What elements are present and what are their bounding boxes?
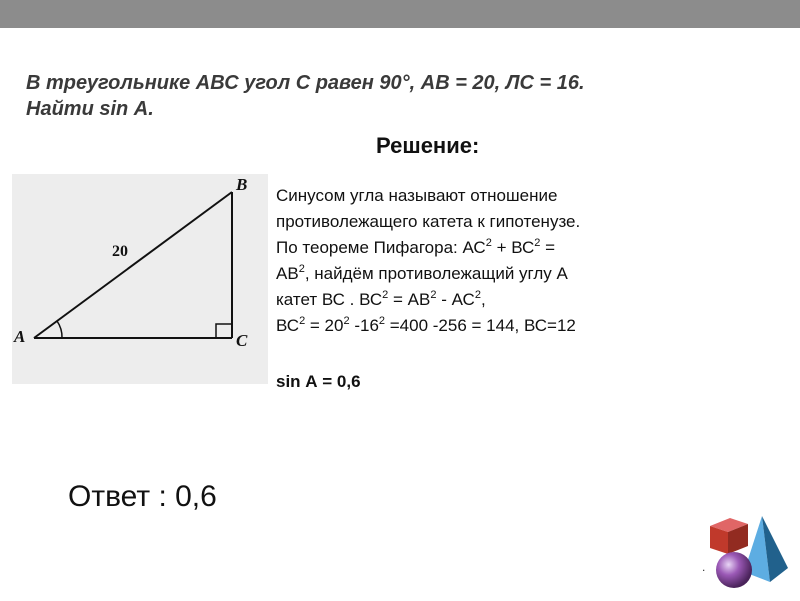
text-span: По теореме Пифагора: АС bbox=[276, 238, 486, 257]
solution-line-1: Синусом угла называют отношение bbox=[276, 186, 558, 205]
triangle-figure bbox=[12, 174, 268, 384]
exponent: 2 bbox=[343, 315, 350, 327]
text-span: катет ВС . ВС bbox=[276, 290, 383, 309]
text-span: =400 -256 = 144, ВС=12 bbox=[385, 316, 576, 335]
geometric-shapes-decoration bbox=[700, 512, 792, 596]
problem-line-2: Найти sin А. bbox=[26, 98, 154, 120]
problem-line-1: В треугольнике АВС угол С равен 90°, АВ = 20, ЛС = 16. bbox=[26, 72, 585, 94]
side-ab bbox=[34, 192, 232, 338]
solution-line-6 bbox=[276, 313, 676, 339]
text-span: , найдём противолежащий углу А bbox=[304, 264, 568, 283]
exponent: 2 bbox=[382, 289, 389, 301]
exponent: 2 bbox=[430, 289, 437, 301]
vertex-c-label: C bbox=[236, 331, 248, 350]
right-angle-mark bbox=[216, 324, 232, 338]
shapes-illustration bbox=[700, 512, 792, 596]
vertex-b-label: B bbox=[236, 175, 248, 194]
exponent: 2 bbox=[534, 237, 541, 249]
exponent: 2 bbox=[474, 289, 481, 301]
solution-line-3 bbox=[276, 235, 676, 261]
exponent: 2 bbox=[378, 315, 386, 327]
text-span: -16 bbox=[349, 316, 379, 335]
text-span: - АС bbox=[436, 290, 475, 309]
top-bar bbox=[0, 0, 800, 28]
exponent: 2 bbox=[485, 237, 492, 249]
exponent: 2 bbox=[298, 263, 305, 275]
answer-line: Ответ : 0,6 bbox=[68, 480, 217, 513]
angle-a-arc bbox=[57, 321, 62, 338]
solution-title: Решение: bbox=[376, 133, 480, 158]
hypotenuse-length-label: 20 bbox=[112, 243, 128, 260]
triangle-diagram bbox=[12, 174, 268, 384]
solution-line-2: противолежащего катета к гипотенузе. bbox=[276, 212, 581, 231]
sphere bbox=[716, 552, 752, 588]
text-span: = АВ bbox=[388, 290, 431, 309]
exponent: 2 bbox=[299, 315, 306, 327]
result-line: sin А = 0,6 bbox=[276, 372, 361, 391]
solution-line-5 bbox=[276, 287, 676, 313]
text-span: , bbox=[480, 290, 486, 309]
text-span: = 20 bbox=[305, 316, 344, 335]
problem-statement bbox=[26, 70, 746, 122]
solution-line-4 bbox=[276, 261, 676, 287]
text-span: ВС bbox=[276, 316, 300, 335]
solution-text bbox=[276, 183, 676, 339]
text-span: АВ bbox=[276, 264, 299, 283]
text-span: = bbox=[540, 238, 556, 257]
vertex-a-label: A bbox=[14, 327, 26, 346]
footer-mark: . bbox=[702, 560, 706, 574]
text-span: + ВС bbox=[491, 238, 535, 257]
